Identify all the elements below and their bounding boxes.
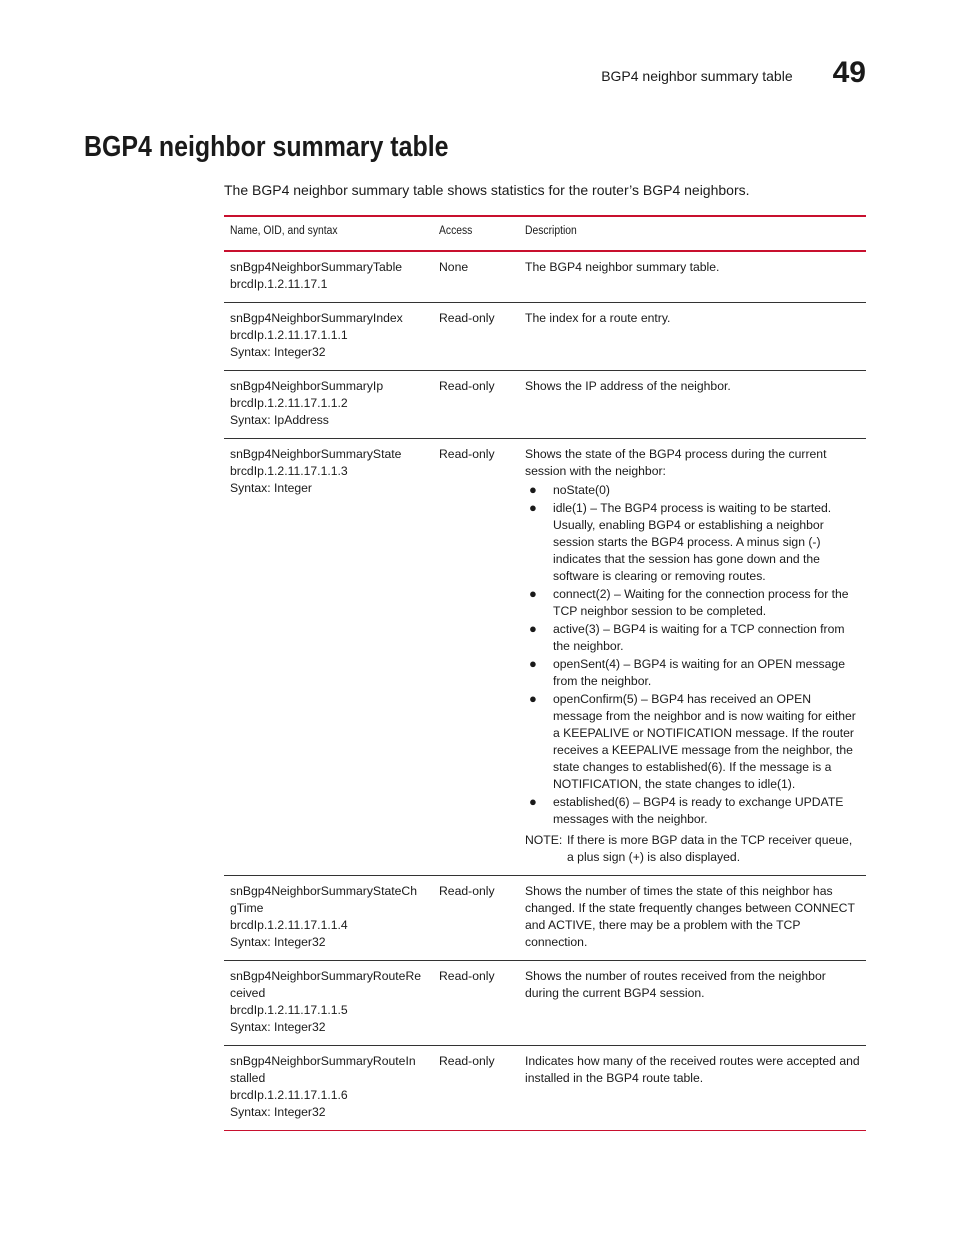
list-item: ● openConfirm(5) – BGP4 has received an OPEN message from the neighbor and is now waiting for either a KEEPALIVE or NOTIFICATION message. If the router receives a KEEPALIVE message from the neighbor, the state changes to established(6). If the message is a NOTIFICATION, the state changes to idle(1).	[529, 691, 856, 791]
description-cell: Indicates how many of the received routes were accepted and installed in the BGP4 route table.	[519, 1046, 866, 1131]
list-item: ● noState(0)	[529, 482, 610, 497]
mib-object-table	[224, 215, 866, 1131]
object-name: snBgp4NeighborSummaryIp	[230, 379, 384, 393]
bullet-icon: ●	[529, 482, 537, 497]
table-row	[224, 876, 866, 961]
page-title: BGP4 neighbor summary table	[84, 131, 449, 163]
access-cell: Read-only	[433, 439, 519, 876]
object-oid: brcdIp.1.2.11.17.1.1.5	[230, 1003, 348, 1017]
object-oid: brcdIp.1.2.11.17.1.1.6	[230, 1088, 348, 1102]
object-name: snBgp4NeighborSummaryIndex	[230, 311, 403, 325]
object-name-cell	[224, 303, 433, 371]
object-oid: brcdIp.1.2.11.17.1.1.3	[230, 464, 348, 478]
table-row	[224, 961, 866, 1046]
object-name-cell	[224, 1046, 433, 1131]
object-name: snBgp4NeighborSummaryStateCh	[230, 884, 417, 898]
bullet-icon: ●	[529, 794, 537, 809]
list-item: ● openSent(4) – BGP4 is waiting for an OPEN message from the neighbor.	[529, 656, 845, 688]
object-name-cell	[224, 371, 433, 439]
object-oid: brcdIp.1.2.11.17.1.1.4	[230, 918, 348, 932]
object-syntax: Syntax: Integer32	[230, 345, 326, 359]
description-cell: Shows the number of routes received from the neighbor during the current BGP4 session.	[519, 961, 866, 1046]
table-row	[224, 303, 866, 371]
description-cell	[519, 439, 866, 876]
description-cell: Shows the number of times the state of this neighbor has changed. If the state frequently changes between CONNECT and ACTIVE, there may be a problem with the TCP connection.	[519, 876, 866, 961]
access-cell: Read-only	[433, 303, 519, 371]
table-row	[224, 251, 866, 303]
state-list	[525, 482, 860, 828]
object-name: snBgp4NeighborSummaryRouteIn	[230, 1054, 416, 1068]
bullet-icon: ●	[529, 691, 537, 706]
running-header	[601, 56, 866, 90]
note-block	[525, 832, 860, 866]
object-syntax: Syntax: Integer32	[230, 1105, 326, 1119]
list-item: ● established(6) – BGP4 is ready to exchange UPDATE messages with the neighbor.	[529, 794, 844, 826]
access-cell: Read-only	[433, 876, 519, 961]
column-header-description: Description	[519, 216, 866, 251]
object-name-cell	[224, 876, 433, 961]
table-header-row	[224, 216, 866, 251]
object-oid: brcdIp.1.2.11.17.1.1.1	[230, 328, 348, 342]
access-cell: Read-only	[433, 371, 519, 439]
object-syntax: Syntax: Integer	[230, 481, 312, 495]
object-name-continued: ceived	[230, 986, 266, 1000]
table-row	[224, 1046, 866, 1131]
access-cell: Read-only	[433, 961, 519, 1046]
description-cell: The BGP4 neighbor summary table.	[519, 251, 866, 303]
description-cell: Shows the IP address of the neighbor.	[519, 371, 866, 439]
object-name-cell	[224, 251, 433, 303]
object-name: snBgp4NeighborSummaryRouteRe	[230, 969, 422, 983]
column-header-access: Access	[433, 216, 519, 251]
object-name: snBgp4NeighborSummaryState	[230, 447, 402, 461]
object-syntax: Syntax: Integer32	[230, 935, 326, 949]
running-title: BGP4 neighbor summary table	[601, 68, 793, 84]
bullet-icon: ●	[529, 500, 537, 515]
bullet-icon: ●	[529, 656, 537, 671]
bullet-icon: ●	[529, 586, 537, 601]
bullet-icon: ●	[529, 621, 537, 636]
object-name-cell	[224, 961, 433, 1046]
object-name-continued: gTime	[230, 901, 264, 915]
table-row	[224, 439, 866, 876]
description-text: Shows the state of the BGP4 process during the current session with the neighbor:	[525, 447, 827, 478]
description-cell: The index for a route entry.	[519, 303, 866, 371]
intro-paragraph: The BGP4 neighbor summary table shows statistics for the router’s BGP4 neighbors.	[224, 182, 750, 198]
object-syntax: Syntax: Integer32	[230, 1020, 326, 1034]
table-row	[224, 371, 866, 439]
list-item: ● active(3) – BGP4 is waiting for a TCP connection from the neighbor.	[529, 621, 845, 653]
chapter-number: 49	[832, 56, 866, 89]
object-name-cell	[224, 439, 433, 876]
list-item: ● connect(2) – Waiting for the connection process for the TCP neighbor session to be completed.	[529, 586, 849, 618]
object-oid: brcdIp.1.2.11.17.1.1.2	[230, 396, 348, 410]
note-text: If there is more BGP data in the TCP receiver queue, a plus sign (+) is also displayed.	[567, 833, 853, 864]
note-label: NOTE:	[525, 833, 563, 847]
column-header-name: Name, OID, and syntax	[224, 216, 433, 251]
object-name: snBgp4NeighborSummaryTable	[230, 260, 403, 274]
list-item: ● idle(1) – The BGP4 process is waiting to be started. Usually, enabling BGP4 or establishing a neighbor session starts the BGP4 process. A minus sign (-) indicates that the session has gone down and the software is clearing or removing routes.	[529, 500, 832, 583]
access-cell: Read-only	[433, 1046, 519, 1131]
access-cell: None	[433, 251, 519, 303]
object-oid: brcdIp.1.2.11.17.1	[230, 277, 328, 291]
object-name-continued: stalled	[230, 1071, 266, 1085]
object-syntax: Syntax: IpAddress	[230, 413, 329, 427]
